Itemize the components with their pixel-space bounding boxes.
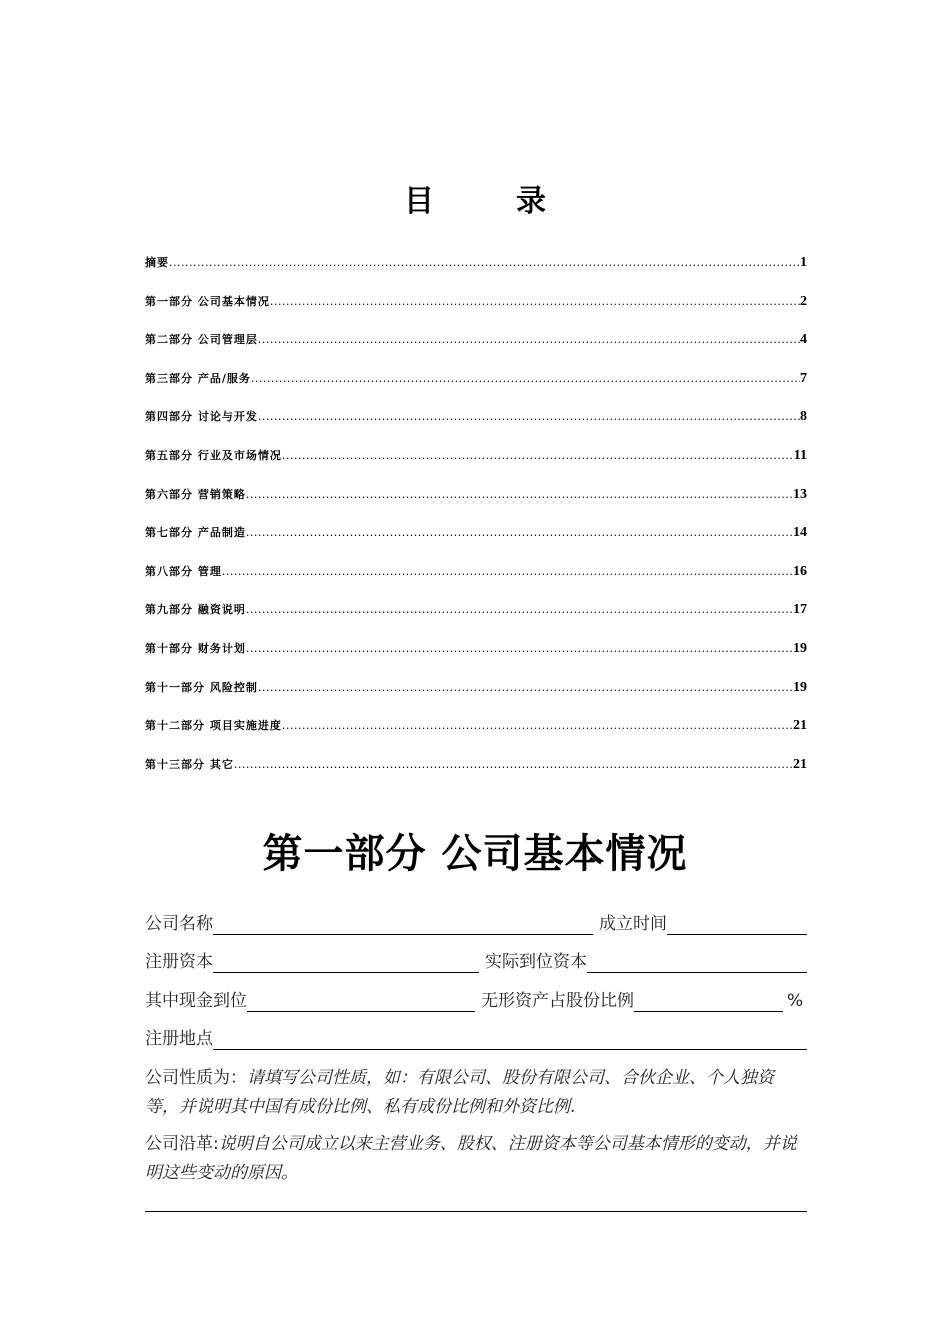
toc-leader-dots (282, 719, 793, 732)
toc-entry[interactable] (145, 717, 807, 756)
history-hint: 说明自公司成立以来主营业务、股权、注册资本等公司基本情形的变动，并说明这些变动的原因。 (145, 1134, 797, 1183)
toc-entry-label: 第一部分 公司基本情况 (145, 294, 270, 308)
toc-entry-label: 第二部分 公司管理层 (145, 333, 258, 347)
toc-leader-dots (246, 603, 793, 616)
toc-entry[interactable] (145, 756, 807, 795)
toc-entry-page: 21 (793, 718, 807, 734)
toc-entry[interactable] (145, 447, 807, 486)
founded-field[interactable] (667, 912, 807, 935)
form-row-address (145, 1018, 807, 1057)
section-title: 第一部分 公司基本情况 (262, 831, 688, 877)
history-answer-line[interactable] (145, 1211, 807, 1212)
toc-entry-page: 8 (800, 409, 807, 425)
paid-capital-label: 实际到位资本 (485, 952, 587, 972)
company-history-paragraph (145, 1130, 807, 1188)
toc-entry-page: 21 (793, 756, 807, 772)
cash-paid-field[interactable] (247, 989, 475, 1012)
toc-leader-dots (251, 372, 800, 385)
toc-entry[interactable] (145, 601, 807, 640)
toc-leader-dots (222, 565, 793, 578)
toc-entry-page: 7 (800, 370, 807, 386)
toc-entry[interactable] (145, 486, 807, 525)
toc-entry[interactable] (145, 408, 807, 447)
toc-leader-dots (270, 295, 800, 308)
toc-entry[interactable] (145, 293, 807, 332)
toc-entry[interactable] (145, 254, 807, 293)
form-row-capital (145, 941, 807, 980)
toc-entry-label: 摘要 (145, 256, 169, 269)
toc-entry-label: 第十部分 财务计划 (145, 641, 246, 655)
toc-entry[interactable] (145, 524, 807, 563)
company-info-form (145, 902, 807, 1188)
company-nature-paragraph (145, 1064, 807, 1122)
toc-title-right: 录 (516, 184, 546, 219)
nature-label: 公司性质为： (145, 1068, 247, 1088)
toc-entry-label: 第四部分 讨论与开发 (145, 410, 258, 424)
company-name-label: 公司名称 (145, 913, 213, 934)
form-row-cash (145, 979, 807, 1018)
toc-entry-label: 第六部分 营销策略 (145, 487, 246, 501)
toc-entry-page: 19 (793, 679, 807, 695)
form-row-name (145, 902, 807, 941)
table-of-contents (145, 254, 807, 794)
nature-hint: 请填写公司性质，如：有限公司、股份有限公司、合伙企业、个人独资等，并说明其中国有成份比例、私有成份比例和外资比例. (145, 1068, 774, 1117)
toc-entry-label: 第五部分 行业及市场情况 (145, 448, 282, 462)
toc-entry[interactable] (145, 679, 807, 718)
registered-address-field[interactable] (213, 1027, 807, 1050)
toc-entry-page: 19 (793, 640, 807, 656)
toc-entry-label: 第十三部分 其它 (145, 757, 234, 771)
toc-leader-dots (234, 758, 793, 771)
toc-entry[interactable] (145, 640, 807, 679)
toc-entry-label: 第三部分 产品/服务 (145, 371, 251, 385)
toc-leader-dots (258, 681, 793, 694)
toc-entry-page: 2 (800, 293, 807, 309)
paid-capital-field[interactable] (587, 950, 807, 973)
toc-entry-page: 16 (793, 563, 807, 579)
toc-leader-dots (282, 449, 794, 462)
toc-entry-label: 第八部分 管理 (145, 564, 222, 578)
toc-entry[interactable] (145, 331, 807, 370)
toc-entry-page: 4 (800, 332, 807, 348)
toc-entry-page: 11 (793, 447, 807, 463)
toc-title-left: 目 (404, 184, 434, 219)
cash-paid-label: 其中现金到位 (145, 990, 247, 1011)
toc-entry-page: 14 (793, 525, 807, 541)
toc-entry[interactable] (145, 370, 807, 409)
toc-entry-label: 第七部分 产品制造 (145, 526, 246, 540)
toc-leader-dots (246, 642, 793, 655)
founded-label: 成立时间 (599, 913, 667, 934)
registered-capital-field[interactable] (213, 950, 479, 973)
toc-entry-label: 第十二部分 项目实施进度 (145, 719, 282, 733)
toc-leader-dots (258, 410, 800, 423)
toc-entry-page: 1 (800, 255, 807, 270)
intangible-ratio-field[interactable] (634, 989, 783, 1012)
intangible-ratio-label: 无形资产占股份比例 (481, 990, 634, 1011)
toc-leader-dots (258, 333, 800, 346)
history-label: 公司沿革: (145, 1134, 219, 1154)
registered-capital-label: 注册资本 (145, 952, 213, 972)
registered-address-label: 注册地点 (145, 1029, 213, 1049)
toc-entry-page: 17 (793, 602, 807, 618)
toc-entry-page: 13 (793, 486, 807, 502)
toc-leader-dots (246, 526, 793, 539)
toc-title (0, 180, 950, 224)
percent-sign: % (787, 990, 804, 1011)
toc-leader-dots (246, 488, 793, 501)
company-name-field[interactable] (213, 912, 593, 935)
toc-entry-label: 第十一部分 风险控制 (145, 680, 258, 694)
toc-leader-dots (169, 256, 800, 269)
toc-entry-label: 第九部分 融资说明 (145, 603, 246, 617)
toc-entry[interactable] (145, 563, 807, 602)
